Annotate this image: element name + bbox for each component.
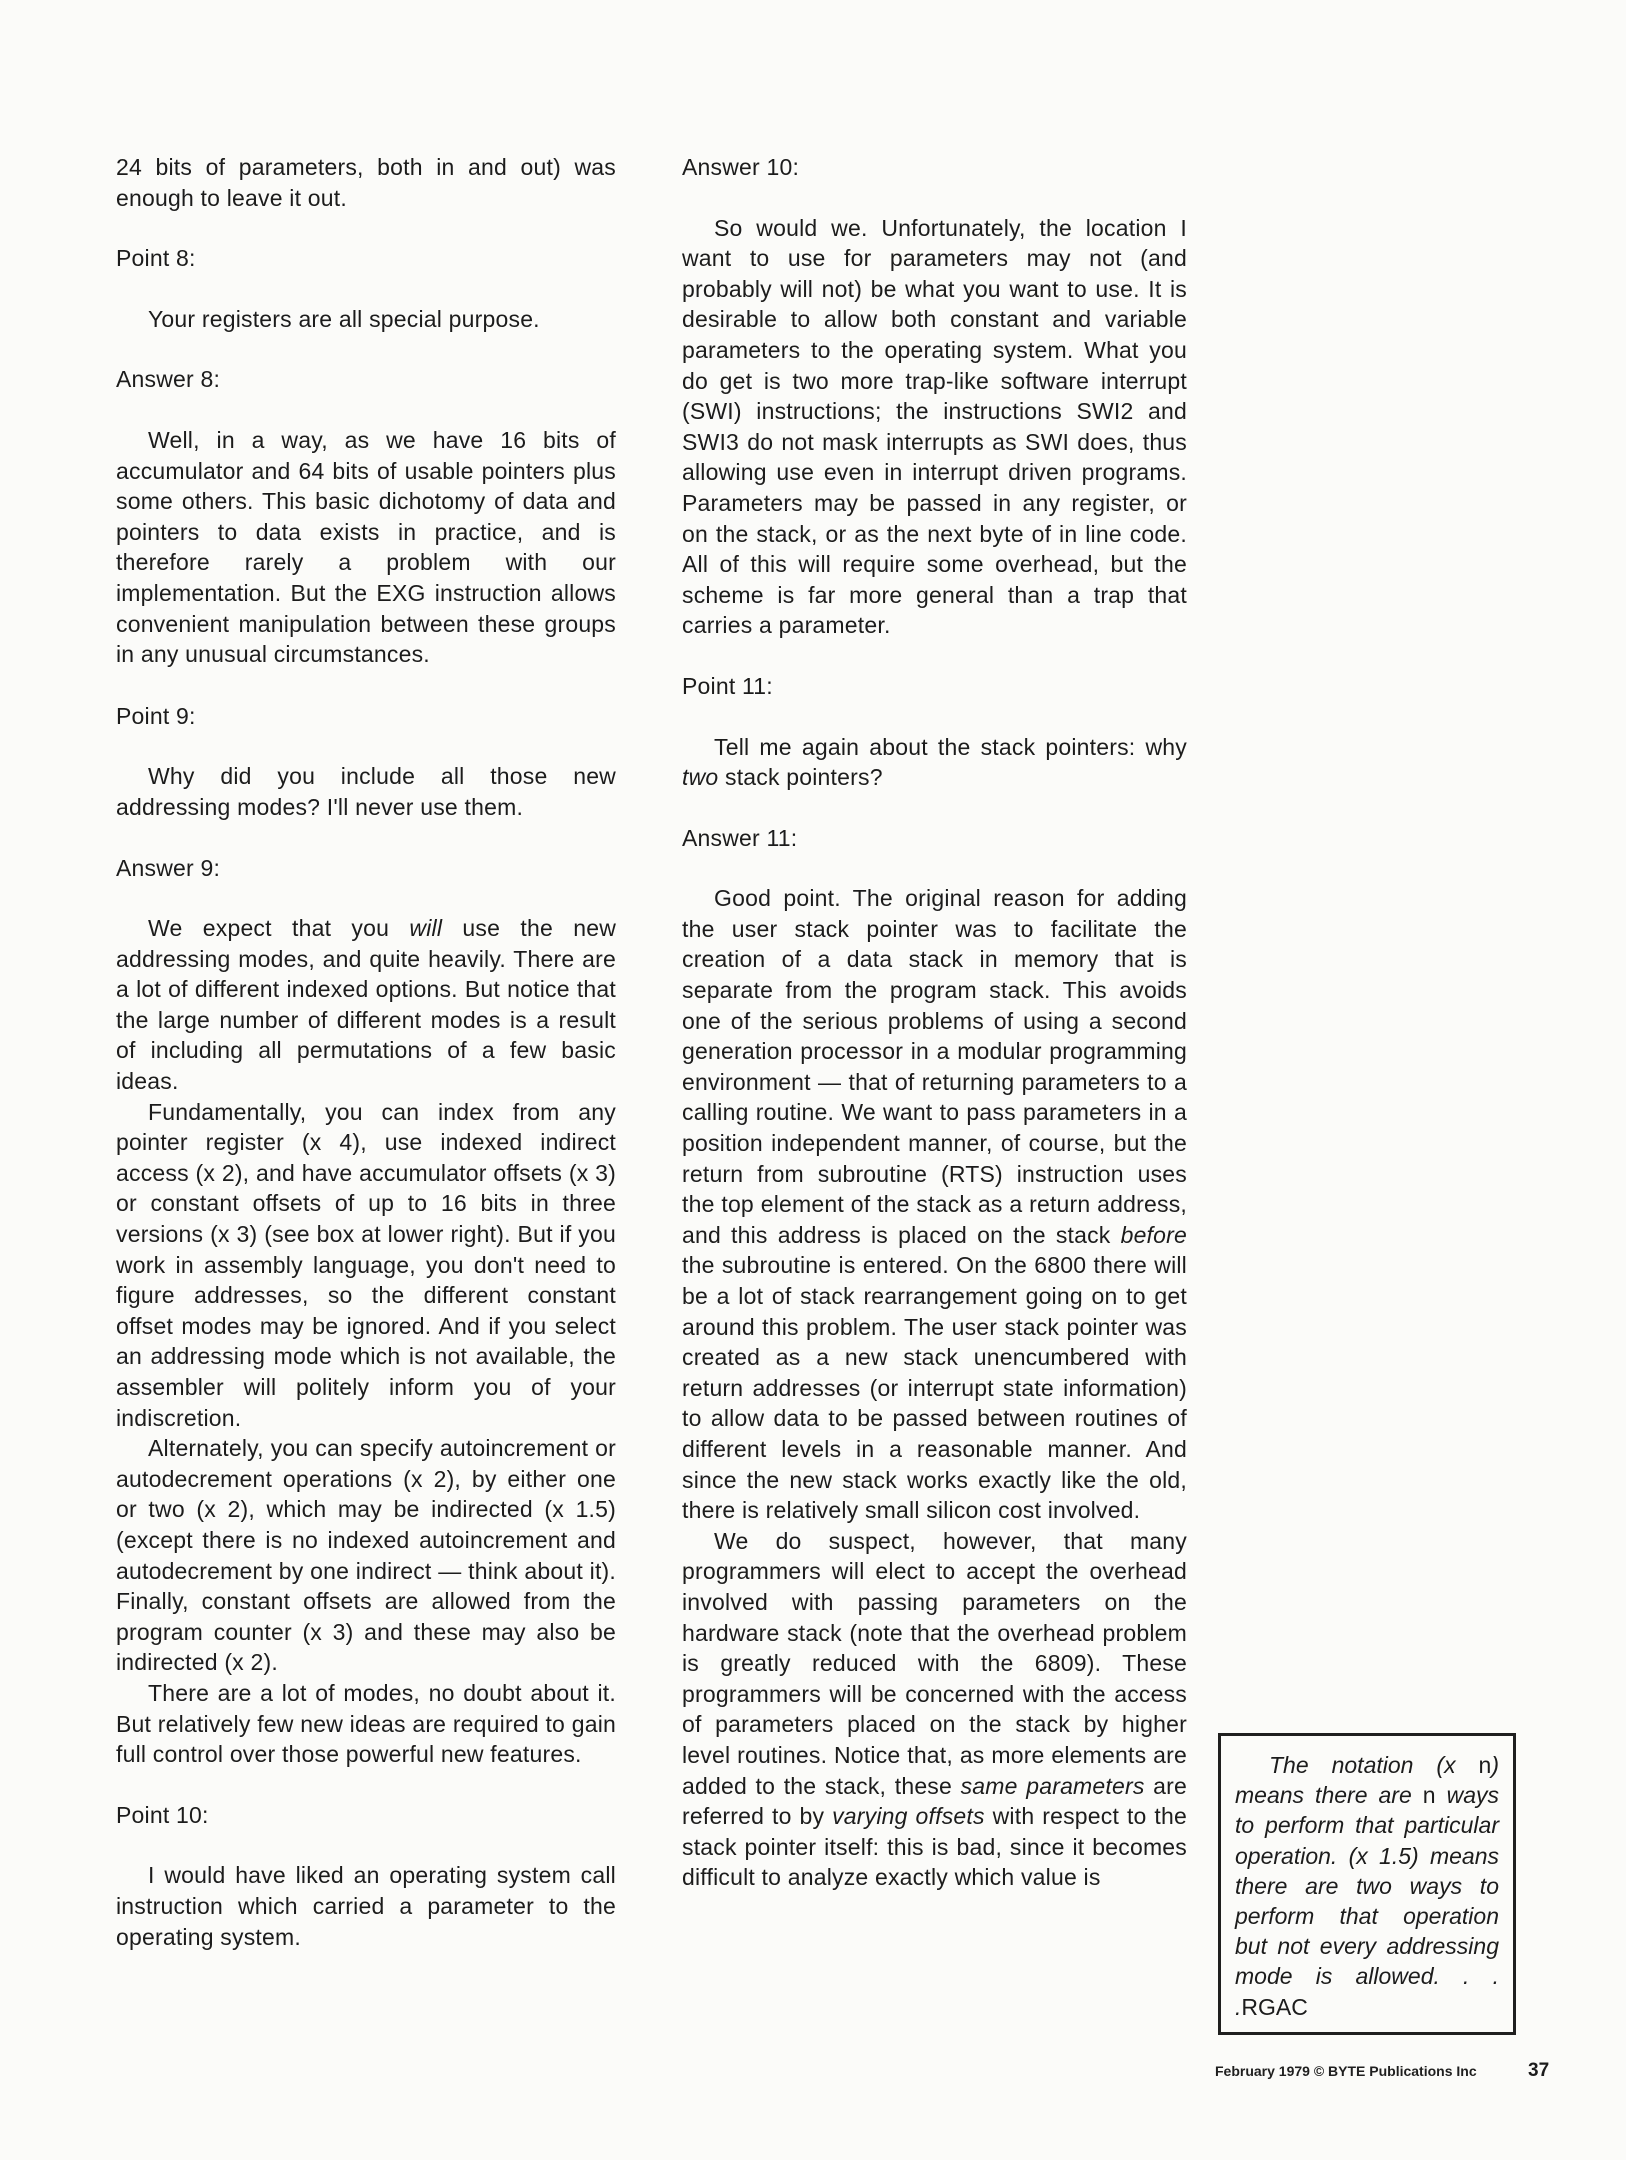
answer9-paragraph-4: There are a lot of modes, no doubt about it. But relatively few new ideas are required to gain full control over those powerful new features. [116, 1679, 616, 1768]
answer8-heading: Answer 8: [116, 366, 221, 393]
continued-paragraph: 24 bits of parameters, both in and out) was enough to leave it out. [116, 154, 616, 211]
point11-heading: Point 11: [682, 672, 773, 699]
point8-text: Your registers are all special purpose. [148, 305, 540, 332]
point10-heading: Point 10: [116, 1801, 209, 1828]
point9-text: Why did you include all those new addressing modes? I'll never use them. [116, 763, 616, 820]
answer10-heading: Answer 10: [682, 154, 800, 180]
answer9-heading: Answer 9: [116, 854, 221, 881]
answer10-text: So would we. Unfortunately, the location I want to use for parameters may not (and probably will not) be what you want to use. It is desirable to allow both constant and variable parameters to the operating system. What you do get is two more trap-like software interrupt (SWI) instructions; the instructions SWI2 and SWI3 do not mask interrupts as SWI does, thus allowing use even in interrupt driven programs. Parameters may be passed in any register, or on the stack, or as the next byte of in line code. All of this will require some overhead, but the scheme is far more general than a trap that carries a parameter. [682, 214, 1187, 639]
answer9-paragraph-1: We expect that you will use the new addressing modes, and quite heavily. There are a lot of different indexed options. But notice that the large number of different modes is a result of including all permutations of a few basic ideas. [116, 915, 617, 1095]
left-column [116, 152, 616, 1952]
notation-sidebar-box [1218, 1733, 1516, 2035]
sidebar-signature: RGAC [1241, 1993, 1308, 2020]
middle-column [682, 152, 1187, 1893]
footer-credit: February 1979 © BYTE Publications Inc [1215, 2063, 1477, 2079]
answer11-paragraph-1: Good point. The original reason for adding the user stack pointer was to facilitate the creation of a data stack in memory that is separate from the program stack. This avoids one of the serious problems of using a second generation processor in a modular programming environment — that of returning parameters to a calling routine. We want to pass parameters in a position independent manner, of course, but the return from subroutine (RTS) instruction uses the top element of the stack as a return address, and this address is placed on the stack before the subroutine is entered. On the 6800 there will be a lot of stack rearrangement going on to get around this problem. The user stack pointer was created as a new stack unencumbered with return addresses (or interrupt state information) to allow data to be passed between routines of different levels in a reasonable manner. And since the new stack works exactly like the old, there is relatively small silicon cost involved. [682, 885, 1187, 1524]
answer8-text: Well, in a way, as we have 16 bits of accumulator and 64 bits of usable pointers plus some others. This basic dichotomy of data and pointers to data exists in practice, and is therefore rarely a problem with our implementation. But the EXG instruction allows convenient manipulation between these groups in any unusual circumstances. [116, 426, 616, 668]
point10-text: I would have liked an operating system call instruction which carried a parameter to the operating system. [116, 1862, 616, 1950]
point8-heading: Point 8: [116, 245, 196, 272]
answer11-heading: Answer 11: [682, 824, 798, 851]
point9-heading: Point 9: [116, 702, 196, 729]
answer11-paragraph-2: We do suspect, however, that many programmers will elect to accept the overhead involved with passing parameters on the hardware stack (note that the overhead problem is greatly reduced with the 6809). These programmers will be concerned with the access of parameters placed on the stack by higher level routines. Notice that, as more elements are added to the stack, these same parameters are referred to by varying offsets with respect to the stack pointer itself: this is bad, since it becomes difficult to analyze exactly which value is [682, 1527, 1187, 1891]
answer9-paragraph-3: Alternately, you can specify autoincrement or autodecrement operations (x 2), by either one or two (x 2), which may be indirected (x 1.5) (except there is no indexed autoincrement and autodecrement by one indirect — think about it). Finally, constant offsets are allowed from the program counter (x 3) and these may also be indirected (x 2). [116, 1435, 616, 1676]
point11-text: Tell me again about the stack pointers: why two stack pointers? [682, 733, 1187, 791]
page-number: 37 [1528, 2060, 1550, 2081]
sidebar-text: The notation (x n) means there are n ways to perform that particular operation. (x 1.5) means there are two ways to perform that operation but not every addressing mode is allowed. . . .RGAC [1235, 1752, 1500, 2020]
answer9-paragraph-2: Fundamentally, you can index from any pointer register (x 4), use indexed indirect access (x 2), and have accumulator offsets (x 3) or constant offsets of up to 16 bits in three versions (x 3) (see box at lower right). But if you work in assembly language, you don't need to figure addresses, so the different constant offset modes may be ignored. And if you select an addressing mode which is not available, the assembler will politely inform you of your indiscretion. [116, 1098, 616, 1431]
